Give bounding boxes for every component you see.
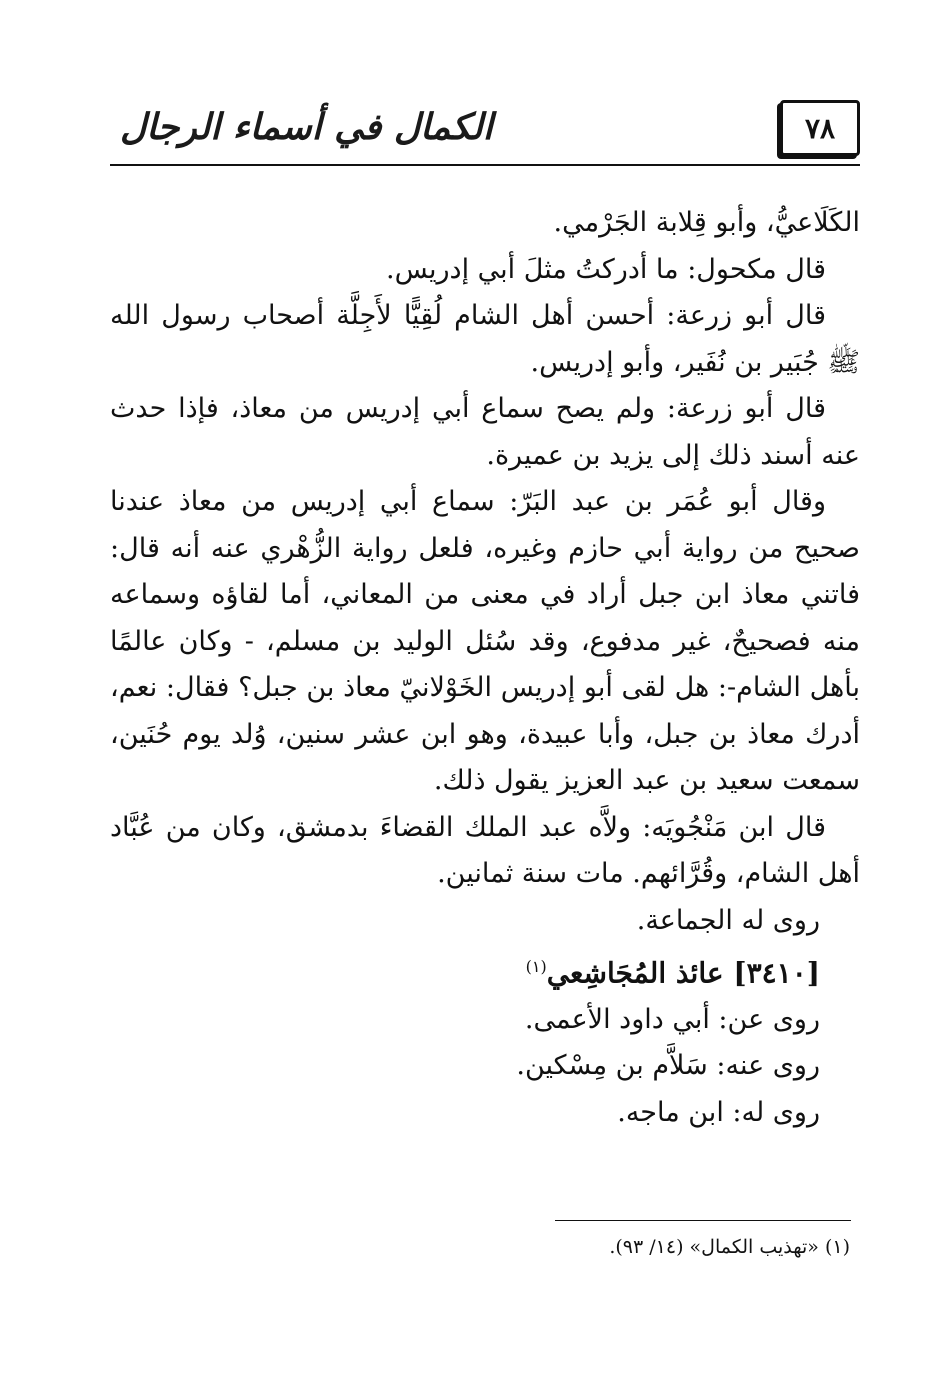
paragraph: قال أبو زرعة: أحسن أهل الشام لُقِيًّا لأَجِلَّة أصحاب رسول الله ﷺ جُبَير بن نُفَير، وأبو إدريس. xyxy=(110,300,860,378)
header-rule xyxy=(110,164,860,166)
paragraph: قال ابن مَنْجُويَه: ولاَّه عبد الملك القضاءَ بدمشق، وكان من عُبَّاد أهل الشام، وقُرَّائهم. مات سنة ثمانين. xyxy=(110,811,860,889)
page-body xyxy=(110,200,860,1136)
paragraph: وقال أبو عُمَر بن عبد البَرّ: سماع أبي إدريس من معاذ عندنا صحيح من رواية أبي حازم وغيره، فلعل رواية الزُّهْري عنه أنه قال: فاتني معاذ ابن جبل أراد في معنى من المعاني، أما لقاؤه وسماعه منه فصحيحٌ، غير مدفوع، وقد سُئل الوليد بن مسلم، - وكان عالمًا بأهل الشام-: هل لقى أبو إدريس الخَوْلانيّ معاذ بن جبل؟ فقال: نعم، أدرك معاذ بن جبل، وأبا عبيدة، وهو ابن عشر سنين، وُلد يوم حُنَين، سمعت سعيد بن عبد العزيز يقول ذلك. xyxy=(110,486,860,796)
page-header xyxy=(110,100,860,168)
paragraph: قال أبو زرعة: ولم يصح سماع أبي إدريس من معاذ، فإذا حدث عنه أسند ذلك إلى يزيد بن عميرة. xyxy=(110,393,860,471)
footnote-marker: (١) xyxy=(525,957,547,976)
narrated-for: روى له: ابن ماجه. xyxy=(617,1096,820,1128)
narrated-by: روى عنه: سَلاَّم بن مِسْكين. xyxy=(516,1050,820,1082)
entry-title-text: [٣٤١٠] عائذ المُجَاشِعي xyxy=(546,956,820,990)
book-title: الكمال في أسماء الرجال xyxy=(120,106,493,148)
paragraph: الكَلَاعيُّ، وأبو قِلابة الجَرْمي. xyxy=(553,207,860,238)
footnote: (١) «تهذيب الكمال» (١٤/ ٩٣). xyxy=(609,1236,850,1258)
entry-title xyxy=(110,944,860,997)
footnote-rule xyxy=(555,1220,851,1221)
page-number: ٧٨ xyxy=(780,100,860,156)
narrated-from: روى عن: أبي داود الأعمى. xyxy=(524,1003,820,1035)
riwaya-line: روى له الجماعة. xyxy=(636,904,820,936)
paragraph: قال مكحول: ما أدركتُ مثلَ أبي إدريس. xyxy=(386,253,826,285)
